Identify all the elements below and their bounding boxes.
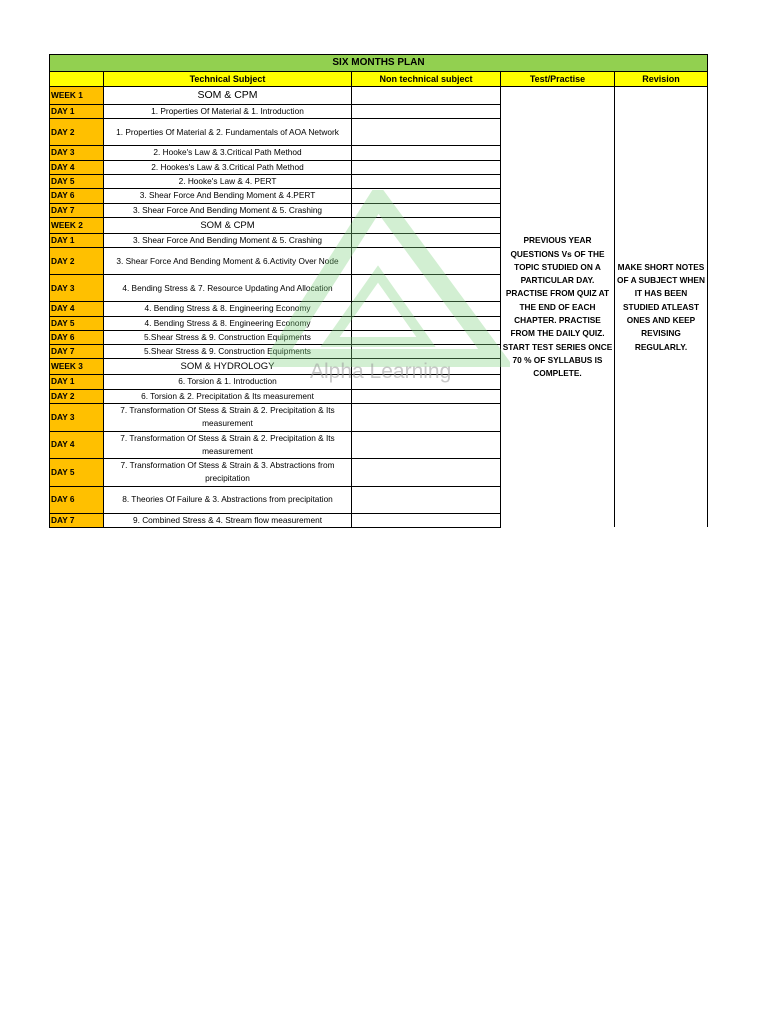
technical-topic: 1. Properties Of Material & 1. Introduction [104, 105, 352, 119]
technical-topic: 6. Torsion & 2. Precipitation & Its measurement [104, 389, 352, 403]
technical-topic: 2. Hooke's Law & 3.Critical Path Method [104, 146, 352, 160]
non-technical-cell [352, 486, 501, 513]
technical-topic: 6. Torsion & 1. Introduction [104, 375, 352, 389]
day-label: DAY 7 [50, 345, 104, 359]
non-technical-cell [352, 375, 501, 389]
week-subjects: SOM & CPM [104, 217, 352, 233]
non-technical-cell [352, 146, 501, 160]
header-test-practise: Test/Practise [501, 72, 615, 87]
day-label: DAY 5 [50, 316, 104, 330]
day-label: DAY 7 [50, 513, 104, 527]
week-subjects: SOM & HYDROLOGY [104, 359, 352, 375]
technical-topic: 2. Hookes's Law & 3.Critical Path Method [104, 160, 352, 174]
non-technical-cell [352, 513, 501, 527]
technical-topic: 4. Bending Stress & 8. Engineering Economy [104, 302, 352, 316]
non-technical-cell [352, 316, 501, 330]
technical-topic: 7. Transformation Of Stess & Strain & 2. Precipitation & Its measurement [104, 404, 352, 432]
technical-topic: 7. Transformation Of Stess & Strain & 3. Abstractions from precipitation [104, 459, 352, 487]
day-label: DAY 7 [50, 203, 104, 217]
plan-table [49, 54, 708, 528]
non-technical-cell [352, 389, 501, 403]
day-label: DAY 4 [50, 160, 104, 174]
day-label: DAY 1 [50, 105, 104, 119]
day-label: DAY 5 [50, 174, 104, 188]
non-technical-cell [352, 330, 501, 344]
day-label: DAY 4 [50, 302, 104, 316]
week-label: WEEK 1 [50, 87, 104, 105]
non-technical-cell [352, 459, 501, 487]
non-technical-cell [352, 248, 501, 275]
week-subjects: SOM & CPM [104, 87, 352, 105]
technical-topic: 3. Shear Force And Bending Moment & 4.PERT [104, 189, 352, 203]
technical-topic: 4. Bending Stress & 8. Engineering Economy [104, 316, 352, 330]
non-technical-cell [352, 404, 501, 432]
week-label: WEEK 3 [50, 359, 104, 375]
technical-topic: 5.Shear Stress & 9. Construction Equipments [104, 330, 352, 344]
day-label: DAY 3 [50, 146, 104, 160]
technical-topic: 5.Shear Stress & 9. Construction Equipments [104, 345, 352, 359]
non-technical-cell [352, 345, 501, 359]
non-technical-cell [352, 217, 501, 233]
day-label: DAY 4 [50, 431, 104, 459]
plan-title: SIX MONTHS PLAN [50, 55, 708, 72]
non-technical-cell [352, 174, 501, 188]
non-technical-cell [352, 105, 501, 119]
week-label: WEEK 2 [50, 217, 104, 233]
header-revision: Revision [615, 72, 708, 87]
header-non-technical-subject: Non technical subject [352, 72, 501, 87]
day-label: DAY 2 [50, 389, 104, 403]
technical-topic: 1. Properties Of Material & 2. Fundamentals of AOA Network [104, 119, 352, 146]
plan-row [50, 87, 708, 105]
non-technical-cell [352, 233, 501, 247]
day-label: DAY 2 [50, 248, 104, 275]
day-label: DAY 1 [50, 233, 104, 247]
watermark-text: Alpha Learning [310, 360, 452, 383]
technical-topic: 2. Hooke's Law & 4. PERT [104, 174, 352, 188]
non-technical-cell [352, 87, 501, 105]
day-label: DAY 6 [50, 486, 104, 513]
technical-topic: 3. Shear Force And Bending Moment & 6.Activity Over Node [104, 248, 352, 275]
technical-topic: 4. Bending Stress & 7. Resource Updating And Allocation [104, 275, 352, 302]
study-plan-sheet [49, 54, 708, 528]
day-label: DAY 5 [50, 459, 104, 487]
non-technical-cell [352, 160, 501, 174]
non-technical-cell [352, 431, 501, 459]
technical-topic: 8. Theories Of Failure & 3. Abstractions from precipitation [104, 486, 352, 513]
test-practise-note: PREVIOUS YEAR QUESTIONS Vs OF THE TOPIC STUDIED ON A PARTICULAR DAY. PRACTISE FROM QUIZ AT THE END OF EACH CHAPTER. PRACTISE FROM THE DAILY QUIZ. START TEST SERIES ONCE 70 % OF SYLLABUS IS COMPLETE. [501, 87, 615, 527]
day-label: DAY 6 [50, 330, 104, 344]
header-blank [50, 72, 104, 87]
non-technical-cell [352, 203, 501, 217]
day-label: DAY 3 [50, 275, 104, 302]
day-label: DAY 6 [50, 189, 104, 203]
day-label: DAY 3 [50, 404, 104, 432]
revision-note: MAKE SHORT NOTES OF A SUBJECT WHEN IT HAS BEEN STUDIED ATLEAST ONES AND KEEP REVISING REGULARLY. [615, 87, 708, 527]
non-technical-cell [352, 189, 501, 203]
non-technical-cell [352, 302, 501, 316]
header-technical-subject: Technical Subject [104, 72, 352, 87]
non-technical-cell [352, 275, 501, 302]
technical-topic: 9. Combined Stress & 4. Stream flow measurement [104, 513, 352, 527]
day-label: DAY 2 [50, 119, 104, 146]
technical-topic: 3. Shear Force And Bending Moment & 5. Crashing [104, 233, 352, 247]
technical-topic: 7. Transformation Of Stess & Strain & 2. Precipitation & Its measurement [104, 431, 352, 459]
day-label: DAY 1 [50, 375, 104, 389]
non-technical-cell [352, 359, 501, 375]
technical-topic: 3. Shear Force And Bending Moment & 5. Crashing [104, 203, 352, 217]
non-technical-cell [352, 119, 501, 146]
